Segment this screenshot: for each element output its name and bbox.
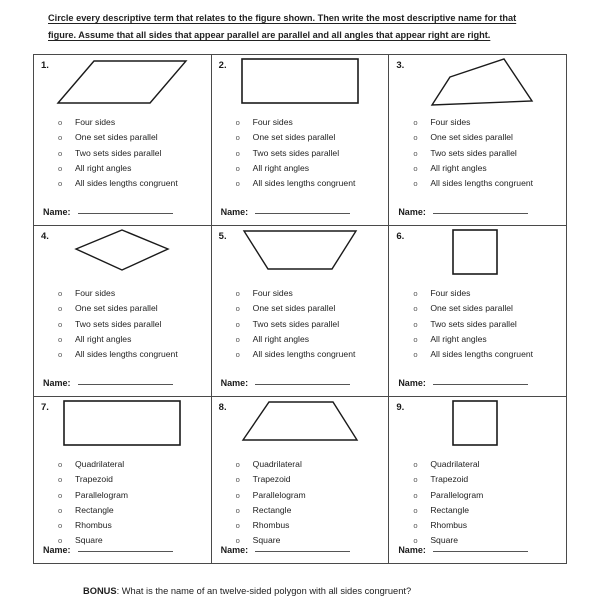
grid-row bbox=[34, 55, 567, 226]
name-answer-line[interactable] bbox=[78, 550, 173, 552]
figure-cell-3 bbox=[389, 55, 567, 226]
option-list bbox=[58, 286, 178, 362]
option-item[interactable] bbox=[413, 176, 533, 191]
circle-bullet-icon[interactable]: o bbox=[413, 536, 418, 546]
option-label: Rhombus bbox=[75, 520, 112, 531]
option-label: Rectangle bbox=[75, 504, 114, 515]
circle-bullet-icon[interactable]: o bbox=[58, 133, 63, 143]
option-item[interactable] bbox=[413, 332, 533, 347]
circle-bullet-icon[interactable]: o bbox=[413, 133, 418, 143]
cell-inner bbox=[34, 55, 211, 225]
circle-bullet-icon[interactable]: o bbox=[58, 179, 63, 189]
circle-bullet-icon[interactable]: o bbox=[235, 350, 240, 360]
option-label: Four sides bbox=[252, 288, 293, 298]
option-item[interactable] bbox=[236, 301, 356, 316]
bonus-question bbox=[83, 586, 411, 596]
option-item[interactable] bbox=[236, 488, 306, 503]
circle-bullet-icon[interactable]: o bbox=[413, 334, 418, 344]
option-label: All sides lengths congruent bbox=[75, 178, 178, 189]
circle-bullet-icon[interactable]: o bbox=[413, 179, 418, 189]
option-label: One set sides parallel bbox=[252, 132, 336, 143]
option-list bbox=[413, 115, 533, 191]
option-item[interactable] bbox=[236, 457, 306, 472]
cell-inner bbox=[34, 226, 211, 396]
option-item[interactable] bbox=[58, 518, 128, 533]
circle-bullet-icon[interactable]: o bbox=[58, 304, 63, 314]
figure-cell-9 bbox=[389, 397, 567, 564]
option-item[interactable] bbox=[413, 457, 483, 472]
option-item[interactable] bbox=[413, 301, 533, 316]
option-label: All sides lengths congruent bbox=[430, 349, 534, 360]
name-answer-row bbox=[43, 207, 173, 217]
option-item[interactable] bbox=[58, 472, 128, 487]
figure-cell-1 bbox=[34, 55, 212, 226]
circle-bullet-icon[interactable]: o bbox=[235, 475, 240, 485]
option-item[interactable] bbox=[58, 146, 178, 161]
option-label: All sides lengths congruent bbox=[430, 178, 534, 189]
option-item[interactable] bbox=[58, 347, 178, 362]
circle-bullet-icon[interactable]: o bbox=[235, 304, 240, 314]
name-label: Name: bbox=[398, 378, 426, 388]
option-item[interactable] bbox=[58, 130, 178, 145]
option-list bbox=[236, 457, 306, 549]
circle-bullet-icon[interactable]: o bbox=[413, 118, 418, 127]
name-answer-row bbox=[221, 378, 351, 388]
circle-bullet-icon[interactable]: o bbox=[235, 521, 240, 531]
option-label: All right angles bbox=[252, 162, 310, 173]
circle-bullet-icon[interactable]: o bbox=[58, 163, 63, 173]
name-label: Name: bbox=[220, 207, 249, 217]
option-label: One set sides parallel bbox=[75, 303, 158, 314]
cell-number: 8. bbox=[218, 402, 227, 413]
circle-bullet-icon[interactable]: o bbox=[235, 163, 240, 173]
option-item[interactable] bbox=[236, 115, 356, 130]
option-list bbox=[58, 457, 128, 549]
circle-bullet-icon[interactable]: o bbox=[58, 505, 63, 515]
circle-bullet-icon[interactable]: o bbox=[413, 521, 418, 531]
option-label: Two sets sides parallel bbox=[75, 147, 162, 158]
circle-bullet-icon[interactable]: o bbox=[58, 460, 63, 469]
option-label: All sides lengths congruent bbox=[252, 349, 356, 360]
name-label: Name: bbox=[398, 207, 426, 217]
option-item[interactable] bbox=[236, 176, 356, 191]
option-item[interactable] bbox=[58, 286, 178, 301]
circle-bullet-icon[interactable]: o bbox=[235, 319, 240, 329]
circle-bullet-icon[interactable]: o bbox=[58, 319, 63, 329]
name-answer-line[interactable] bbox=[78, 383, 173, 385]
option-item[interactable] bbox=[413, 518, 483, 533]
option-item[interactable] bbox=[236, 146, 356, 161]
option-label: Rhombus bbox=[430, 520, 468, 531]
cell-number: 7. bbox=[41, 402, 49, 413]
option-label: All right angles bbox=[252, 333, 310, 344]
circle-bullet-icon[interactable]: o bbox=[413, 475, 418, 485]
option-label: All sides lengths congruent bbox=[75, 349, 178, 360]
option-label: Trapezoid bbox=[252, 474, 291, 485]
trapezoid-narrow-top-figure bbox=[212, 399, 389, 455]
option-item[interactable] bbox=[58, 488, 128, 503]
trapezoid-wide-top-figure bbox=[212, 228, 389, 284]
option-label: All sides lengths congruent bbox=[252, 178, 356, 189]
option-label: Two sets sides parallel bbox=[252, 147, 340, 158]
cell-inner bbox=[34, 397, 211, 563]
option-item[interactable] bbox=[58, 115, 178, 130]
option-list bbox=[236, 286, 356, 362]
option-item[interactable] bbox=[413, 130, 533, 145]
option-label: Parallelogram bbox=[75, 489, 129, 500]
option-item[interactable] bbox=[236, 161, 356, 176]
option-label: Rectangle bbox=[252, 504, 292, 515]
figure-cell-7 bbox=[34, 397, 212, 564]
option-item[interactable] bbox=[236, 503, 306, 518]
name-answer-line[interactable] bbox=[78, 212, 173, 214]
circle-bullet-icon[interactable]: o bbox=[413, 319, 418, 329]
option-label: Four sides bbox=[252, 117, 293, 127]
circle-bullet-icon[interactable]: o bbox=[58, 148, 63, 158]
option-label: Square bbox=[430, 535, 459, 546]
rhombus-figure bbox=[34, 228, 211, 284]
option-item[interactable] bbox=[236, 286, 356, 301]
name-answer-row bbox=[43, 378, 173, 388]
figures-grid bbox=[33, 54, 567, 564]
name-label: Name: bbox=[43, 545, 71, 555]
cell-number: 2. bbox=[218, 60, 227, 71]
option-item[interactable] bbox=[413, 488, 483, 503]
option-item[interactable] bbox=[236, 472, 306, 487]
cell-inner bbox=[389, 226, 566, 396]
circle-bullet-icon[interactable]: o bbox=[235, 460, 240, 469]
figure-cell-5 bbox=[211, 226, 389, 397]
instructions-block bbox=[48, 10, 554, 44]
circle-bullet-icon[interactable]: o bbox=[58, 490, 63, 500]
circle-bullet-icon[interactable]: o bbox=[235, 536, 240, 546]
option-item[interactable] bbox=[58, 176, 178, 191]
option-item[interactable] bbox=[58, 503, 128, 518]
option-item[interactable] bbox=[58, 332, 178, 347]
option-label: Four sides bbox=[430, 288, 471, 298]
cell-inner bbox=[389, 55, 566, 225]
name-answer-line[interactable] bbox=[255, 550, 350, 552]
circle-bullet-icon[interactable]: o bbox=[413, 304, 418, 314]
cell-inner bbox=[212, 226, 389, 396]
name-answer-line[interactable] bbox=[433, 550, 528, 552]
option-label: Two sets sides parallel bbox=[430, 318, 517, 329]
option-label: Parallelogram bbox=[252, 489, 306, 500]
circle-bullet-icon[interactable]: o bbox=[235, 179, 240, 189]
parallelogram-figure bbox=[34, 57, 211, 113]
cell-number: 3. bbox=[396, 60, 405, 71]
circle-bullet-icon[interactable]: o bbox=[235, 118, 240, 127]
name-answer-line[interactable] bbox=[433, 212, 528, 214]
circle-bullet-icon[interactable]: o bbox=[58, 536, 63, 546]
circle-bullet-icon[interactable]: o bbox=[413, 505, 418, 515]
name-answer-line[interactable] bbox=[255, 212, 350, 214]
name-answer-row bbox=[43, 545, 173, 555]
option-label: Four sides bbox=[430, 117, 471, 127]
circle-bullet-icon[interactable]: o bbox=[235, 133, 240, 143]
figure-cell-2 bbox=[211, 55, 389, 226]
instructions-line-1: Circle every descriptive term that relates to the figure shown. Then write the most descriptive name for that bbox=[48, 13, 517, 23]
option-label: Trapezoid bbox=[430, 474, 469, 485]
option-item[interactable] bbox=[413, 347, 533, 362]
name-answer-line[interactable] bbox=[255, 383, 350, 385]
cell-number: 6. bbox=[396, 231, 405, 242]
cell-number: 1. bbox=[41, 60, 49, 71]
name-label: Name: bbox=[43, 378, 71, 388]
circle-bullet-icon[interactable]: o bbox=[413, 460, 418, 469]
option-label: Two sets sides parallel bbox=[75, 318, 162, 329]
option-label: All right angles bbox=[75, 162, 132, 173]
option-label: Four sides bbox=[75, 288, 116, 298]
cell-number: 9. bbox=[396, 402, 405, 413]
circle-bullet-icon[interactable]: o bbox=[58, 289, 63, 298]
option-label: All right angles bbox=[75, 333, 132, 344]
option-label: Parallelogram bbox=[430, 489, 484, 500]
option-label: Four sides bbox=[75, 117, 116, 127]
grid-row bbox=[34, 226, 567, 397]
option-label: Quadrilateral bbox=[430, 459, 480, 469]
circle-bullet-icon[interactable]: o bbox=[235, 289, 240, 298]
name-answer-row bbox=[398, 378, 528, 388]
circle-bullet-icon[interactable]: o bbox=[58, 521, 63, 531]
option-item[interactable] bbox=[413, 317, 533, 332]
option-label: One set sides parallel bbox=[252, 303, 336, 314]
figure-cell-6 bbox=[389, 226, 567, 397]
rectangle-wide-figure bbox=[212, 57, 389, 113]
figure-cell-8 bbox=[211, 397, 389, 564]
option-item[interactable] bbox=[236, 347, 356, 362]
circle-bullet-icon[interactable]: o bbox=[58, 475, 63, 485]
option-label: Square bbox=[252, 535, 281, 546]
name-answer-row bbox=[221, 207, 351, 217]
square-figure bbox=[389, 228, 566, 284]
name-label: Name: bbox=[220, 378, 249, 388]
circle-bullet-icon[interactable]: o bbox=[413, 350, 418, 360]
circle-bullet-icon[interactable]: o bbox=[413, 289, 418, 298]
cell-inner bbox=[212, 397, 389, 563]
circle-bullet-icon[interactable]: o bbox=[235, 490, 240, 500]
cell-inner bbox=[389, 397, 566, 563]
circle-bullet-icon[interactable]: o bbox=[413, 148, 418, 158]
bonus-text: : What is the name of an twelve-sided polygon with all sides congruent? bbox=[116, 586, 412, 596]
option-item[interactable] bbox=[58, 317, 178, 332]
circle-bullet-icon[interactable]: o bbox=[58, 334, 63, 344]
grid-row bbox=[34, 397, 567, 564]
option-label: All right angles bbox=[430, 333, 487, 344]
name-label: Name: bbox=[220, 545, 249, 555]
circle-bullet-icon[interactable]: o bbox=[413, 490, 418, 500]
cell-number: 4. bbox=[41, 231, 49, 242]
option-label: Quadrilateral bbox=[252, 459, 302, 469]
circle-bullet-icon[interactable]: o bbox=[413, 163, 418, 173]
option-item[interactable] bbox=[58, 161, 178, 176]
irregular-quadrilateral-figure bbox=[389, 57, 566, 113]
circle-bullet-icon[interactable]: o bbox=[58, 350, 63, 360]
name-answer-line[interactable] bbox=[433, 383, 528, 385]
option-label: Two sets sides parallel bbox=[430, 147, 517, 158]
option-label: One set sides parallel bbox=[75, 132, 158, 143]
circle-bullet-icon[interactable]: o bbox=[58, 118, 63, 127]
option-label: Rhombus bbox=[252, 520, 290, 531]
name-answer-row bbox=[398, 207, 528, 217]
option-item[interactable] bbox=[236, 518, 306, 533]
option-list bbox=[58, 115, 178, 191]
instructions-line-2: figure. Assume that all sides that appear parallel are parallel and all angles that appear right are right. bbox=[48, 30, 491, 40]
option-label: One set sides parallel bbox=[430, 132, 513, 143]
circle-bullet-icon[interactable]: o bbox=[235, 334, 240, 344]
option-item[interactable] bbox=[236, 317, 356, 332]
option-item[interactable] bbox=[413, 146, 533, 161]
name-answer-row bbox=[398, 545, 528, 555]
option-item[interactable] bbox=[413, 286, 533, 301]
option-item[interactable] bbox=[413, 115, 533, 130]
rectangle-wide-figure bbox=[34, 399, 211, 455]
cell-number: 5. bbox=[218, 231, 227, 242]
option-item[interactable] bbox=[236, 332, 356, 347]
option-item[interactable] bbox=[413, 472, 483, 487]
name-label: Name: bbox=[398, 545, 426, 555]
option-label: One set sides parallel bbox=[430, 303, 513, 314]
option-item[interactable] bbox=[413, 503, 483, 518]
option-list bbox=[413, 457, 483, 549]
circle-bullet-icon[interactable]: o bbox=[235, 148, 240, 158]
option-item[interactable] bbox=[58, 457, 128, 472]
option-label: Two sets sides parallel bbox=[252, 318, 340, 329]
option-item[interactable] bbox=[413, 161, 533, 176]
option-item[interactable] bbox=[236, 130, 356, 145]
option-label: Rectangle bbox=[430, 504, 470, 515]
cell-inner bbox=[212, 55, 389, 225]
option-label: All right angles bbox=[430, 162, 487, 173]
circle-bullet-icon[interactable]: o bbox=[235, 505, 240, 515]
option-item[interactable] bbox=[58, 301, 178, 316]
square-figure bbox=[389, 399, 566, 455]
option-list bbox=[413, 286, 533, 362]
option-label: Trapezoid bbox=[75, 474, 113, 485]
figure-cell-4 bbox=[34, 226, 212, 397]
name-label: Name: bbox=[43, 207, 71, 217]
option-label: Square bbox=[75, 535, 103, 546]
bonus-label: BONUS bbox=[83, 586, 117, 596]
option-label: Quadrilateral bbox=[75, 459, 125, 469]
name-answer-row bbox=[221, 545, 351, 555]
option-list bbox=[236, 115, 356, 191]
